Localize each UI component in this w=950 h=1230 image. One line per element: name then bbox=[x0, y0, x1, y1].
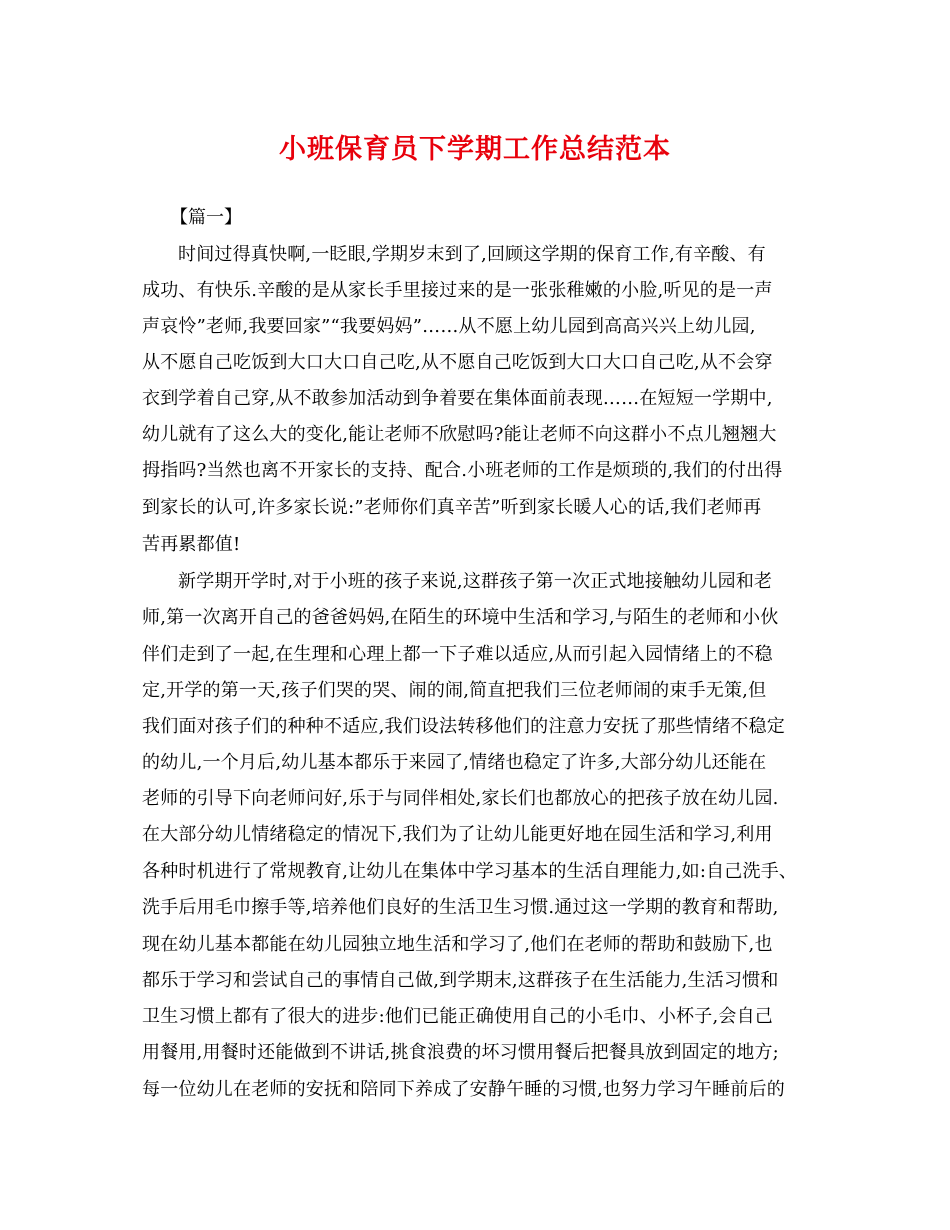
paragraph-line: 卫生习惯上都有了很大的进步:他们已能正确使用自己的小毛巾、小杯子,会自己 bbox=[142, 1006, 773, 1027]
paragraph-line: 新学期开学时,对于小班的孩子来说,这群孩子第一次正式地接触幼儿园和老 bbox=[178, 571, 773, 592]
paragraph-line: 到家长的认可,许多家长说:”老师你们真辛苦”听到家长暖人心的话,我们老师再 bbox=[142, 497, 762, 518]
document-title: 小班保育员下学期工作总结范本 bbox=[279, 134, 671, 165]
paragraph-line: 拇指吗?当然也离不开家长的支持、配合.小班老师的工作是烦琐的,我们的付出得 bbox=[142, 460, 783, 481]
paragraph-line: 现在幼儿基本都能在幼儿园独立地生活和学习了,他们在老师的帮助和鼓励下,也 bbox=[142, 934, 773, 955]
paragraph-line: 每一位幼儿在老师的安抚和陪同下养成了安静午睡的习惯,也努力学习午睡前后的 bbox=[142, 1079, 785, 1100]
paragraph-line: 师,第一次离开自己的爸爸妈妈,在陌生的环境中生活和学习,与陌生的老师和小伙 bbox=[142, 607, 779, 628]
paragraph-line: 成功、有快乐.辛酸的是从家长手里接过来的是一张张稚嫩的小脸,听见的是一声 bbox=[142, 280, 773, 301]
paragraph-line: 幼儿就有了这么大的变化,能让老师不欣慰吗?能让老师不向这群小不点儿翘翘大 bbox=[142, 424, 777, 445]
paragraph-line: 在大部分幼儿情绪稳定的情况下,我们为了让幼儿能更好地在园生活和学习,利用 bbox=[142, 824, 773, 845]
paragraph-line: 从不愿自己吃饭到大口大口自己吃,从不愿自己吃饭到大口大口自己吃,从不会穿 bbox=[142, 352, 773, 373]
paragraph-line: 的幼儿,一个月后,幼儿基本都乐于来园了,情绪也稳定了许多,大部分幼儿还能在 bbox=[142, 752, 767, 773]
paragraph-line: 定,开学的第一天,孩子们哭的哭、闹的闹,简直把我们三位老师闹的束手无策,但 bbox=[142, 680, 767, 701]
paragraph-line: 苦再累都值! bbox=[142, 534, 241, 555]
paragraph-line: 时间过得真快啊,一眨眼,学期岁末到了,回顾这学期的保育工作,有辛酸、有 bbox=[178, 244, 766, 265]
paragraph-line: 衣到学着自己穿,从不敢参加活动到争着要在集体面前表现……在短短一学期中, bbox=[142, 388, 773, 409]
paragraph-line: 声哀怜”老师,我要回家”“我要妈妈”……从不愿上幼儿园到高高兴兴上幼儿园, bbox=[142, 316, 756, 337]
paragraph-line: 都乐于学习和尝试自己的事情自己做,到学期末,这群孩子在生活能力,生活习惯和 bbox=[142, 970, 779, 991]
paragraph-line: 伴们走到了一起,在生理和心理上都一下子难以适应,从而引起入园情绪上的不稳 bbox=[142, 644, 773, 665]
section-heading: 【篇一】 bbox=[170, 207, 242, 228]
paragraph-line: 各种时机进行了常规教育,让幼儿在集体中学习基本的生活自理能力,如:自己洗手、 bbox=[142, 861, 798, 882]
paragraph-line: 老师的引导下向老师问好,乐于与同伴相处,家长们也都放心的把孩子放在幼儿园. bbox=[142, 788, 779, 809]
paragraph-line: 洗手后用毛巾擦手等,培养他们良好的生活卫生习惯.通过这一学期的教育和帮助, bbox=[142, 897, 779, 918]
paragraph-line: 用餐用,用餐时还能做到不讲话,挑食浪费的坏习惯用餐后把餐具放到固定的地方; bbox=[142, 1042, 779, 1063]
paragraph-line: 我们面对孩子们的种种不适应,我们设法转移他们的注意力安抚了那些情绪不稳定 bbox=[142, 716, 785, 737]
